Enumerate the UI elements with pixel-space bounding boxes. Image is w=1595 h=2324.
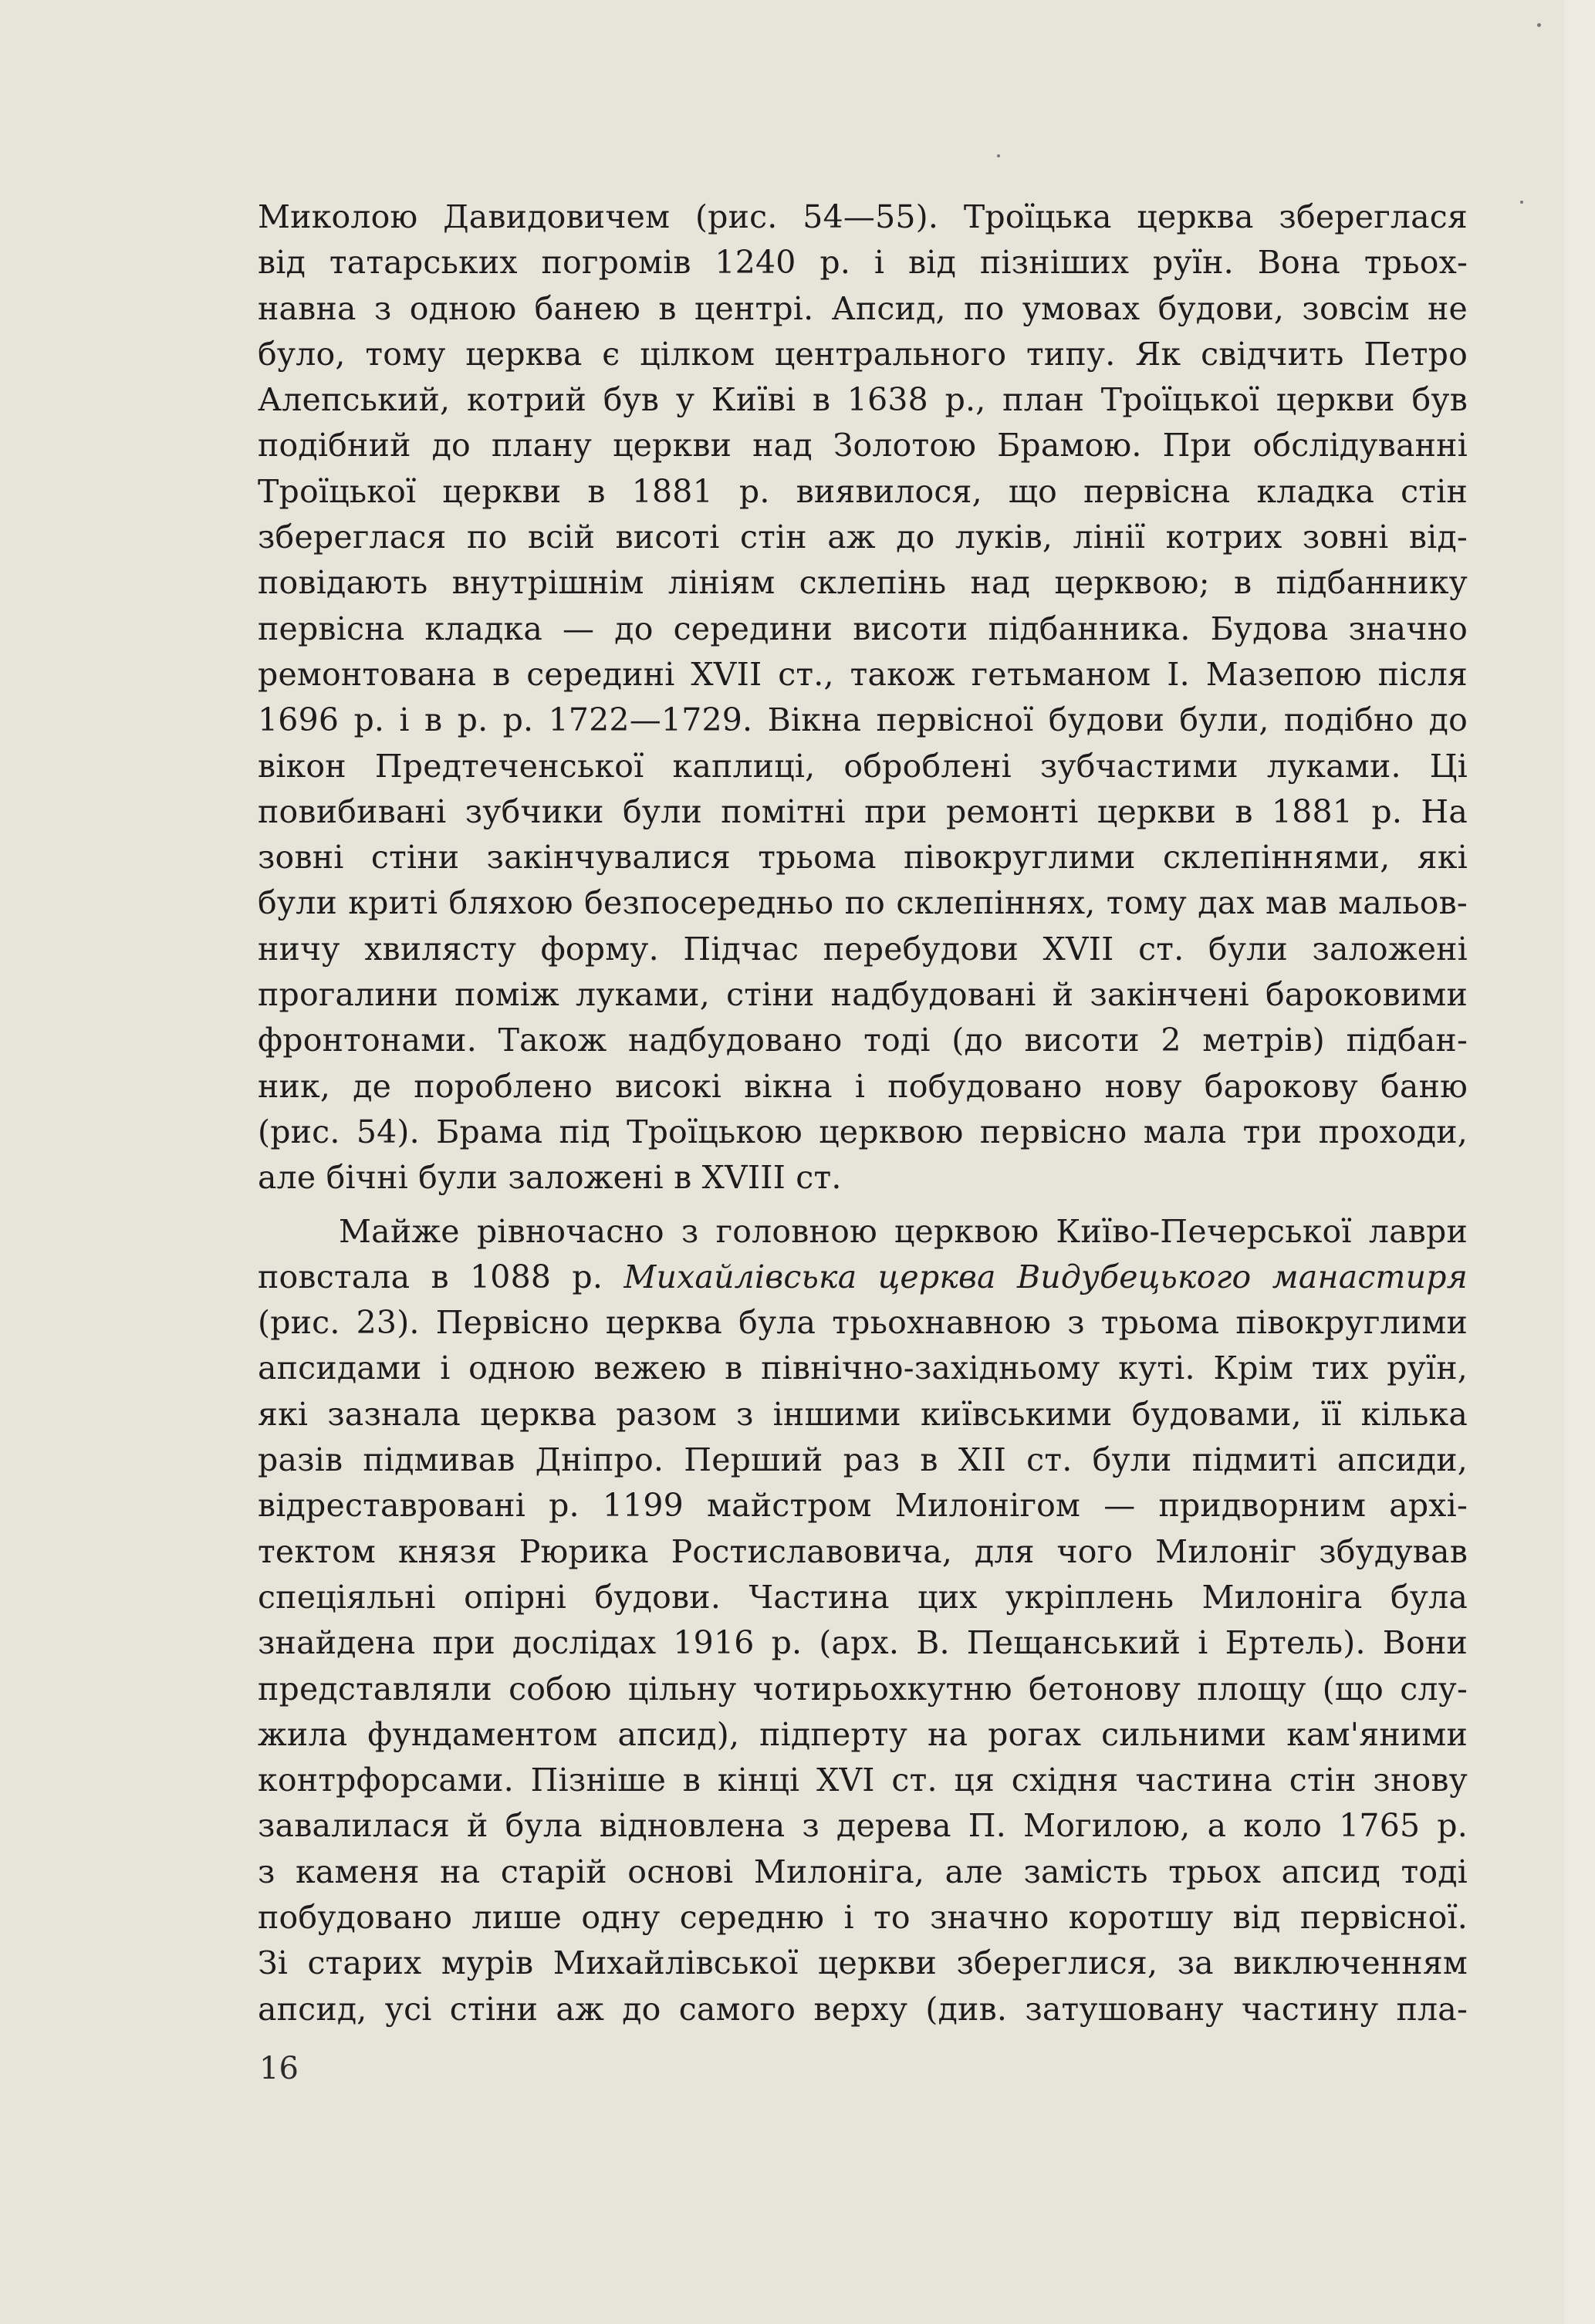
text-line: з каменя на старій основі Милоніга, але замість трьох апсид тоді	[258, 1853, 1468, 1890]
text-line: зовні стіни закінчувалися трьома півокруглими склепіннями, які	[258, 839, 1468, 877]
text-line: ник, де пороблено високі вікна і побудовано нову барокову баню	[258, 1067, 1468, 1105]
text-line: спеціяльні опірні будови. Частина цих укріплень Милоніга була	[258, 1578, 1468, 1616]
scan-speck	[1537, 23, 1541, 27]
text-line: Миколою Давидовичем (рис. 54—55). Троїцька церква збереглася	[258, 198, 1468, 235]
page-edge	[1564, 0, 1595, 2324]
text-line: (рис. 54). Брама під Троїцькою церквою первісно мала три проходи,	[258, 1113, 1468, 1150]
text-line: фронтонами. Також надбудовано тоді (до висоти 2 метрів) підбан-	[258, 1022, 1468, 1059]
text-line: завалилася й була відновлена з дерева П. Могилою, а коло 1765 р.	[258, 1807, 1468, 1845]
paragraph-2	[258, 1209, 1468, 2032]
text-line: Зі старих мурів Михайлівської церкви збереглися, за виключенням	[258, 1944, 1468, 1982]
text-line: Троїцької церкви в 1881 р. виявилося, що первісна кладка стін	[258, 472, 1468, 510]
text-line: були криті бляхою безпосередньо по склепіннях, тому дах мав мальов-	[258, 884, 1468, 922]
text-line: які зазнала церква разом з іншими київськими будовами, її кілька	[258, 1395, 1468, 1433]
text-line: але бічні були заложені в XVIII ст.	[258, 1159, 842, 1197]
text-line: від татарських погромів 1240 р. і від пізніших руїн. Вона трьох-	[258, 244, 1468, 282]
church-name-italic: Михайлівська церква Видубецького манастиря	[623, 1258, 1468, 1295]
text-line: повідають внутрішнім лініям склепінь над церквою; в підбаннику	[258, 564, 1468, 602]
page-number: 16	[259, 2051, 299, 2086]
text-line: разів підмивав Дніпро. Перший раз в XII ст. були підмиті апсиди,	[258, 1441, 1468, 1479]
scan-speck	[997, 154, 1000, 157]
text-line: повибивані зубчики були помітні при ремонті церкви в 1881 р. На	[258, 792, 1468, 830]
text-line: ничу хвилясту форму. Підчас перебудови XVII ст. були заложені	[258, 930, 1468, 968]
paragraph-1	[258, 194, 1468, 1201]
text-line: вікон Предтеченської каплиці, оброблені зубчастими луками. Ці	[258, 747, 1468, 785]
text-line: навна з одною банею в центрі. Апсид, по умовах будови, зовсім не	[258, 289, 1468, 327]
text-line: побудовано лише одну середню і то значно коротшу від первісної.	[258, 1898, 1468, 1936]
text-line: апсид, усі стіни аж до самого верху (див. затушовану частину пла-	[258, 1990, 1468, 2028]
text-line: Алепський, котрий був у Київі в 1638 р., план Троїцької церкви був	[258, 381, 1468, 419]
text-line: прогалини поміж луками, стіни надбудовані й закінчені бароковими	[258, 976, 1468, 1014]
text-line: жила фундаментом апсид), підперту на рогах сильними кам'яними	[258, 1715, 1468, 1753]
text-line: ремонтована в середині XVII ст., також гетьманом І. Мазепою після	[258, 655, 1468, 693]
text-line: первісна кладка — до середини висоти підбанника. Будова значно	[258, 610, 1468, 647]
text-line: збереглася по всій висоті стін аж до луків, лінії котрих зовні від-	[258, 519, 1468, 556]
text-line	[258, 1255, 1468, 1300]
text-line: було, тому церква є цілком центрального типу. Як свідчить Петро	[258, 335, 1468, 373]
scan-speck	[1520, 201, 1523, 204]
text-line: представляли собою цільну чотирьохкутню бетонову площу (що слу-	[258, 1670, 1468, 1708]
body-text	[258, 194, 1468, 2032]
text-line: контрфорсами. Пізніше в кінці XVI ст. ця східня частина стін знову	[258, 1762, 1468, 1799]
text-line: відреставровані р. 1199 майстром Милонігом — придворним архі-	[258, 1487, 1468, 1525]
text-run: повстала в 1088 р.	[258, 1258, 624, 1295]
text-line: тектом князя Рюрика Ростиславовича, для чого Милоніг збудував	[258, 1532, 1468, 1570]
text-line: 1696 р. і в р. р. 1722—1729. Вікна первісної будови були, подібно до	[258, 701, 1468, 739]
text-line: апсидами і одною вежею в північно-західньому куті. Крім тих руїн,	[258, 1349, 1468, 1387]
text-line: подібний до плану церкви над Золотою Брамою. При обслідуванні	[258, 427, 1468, 464]
text-line: знайдена при дослідах 1916 р. (арх. В. Пещанський і Ертель). Вони	[258, 1624, 1468, 1662]
text-line: (рис. 23). Первісно церква була трьохнавною з трьома півокруглими	[258, 1304, 1468, 1342]
text-line: Майже рівночасно з головною церквою Київо-Печерської лаври	[339, 1212, 1468, 1250]
